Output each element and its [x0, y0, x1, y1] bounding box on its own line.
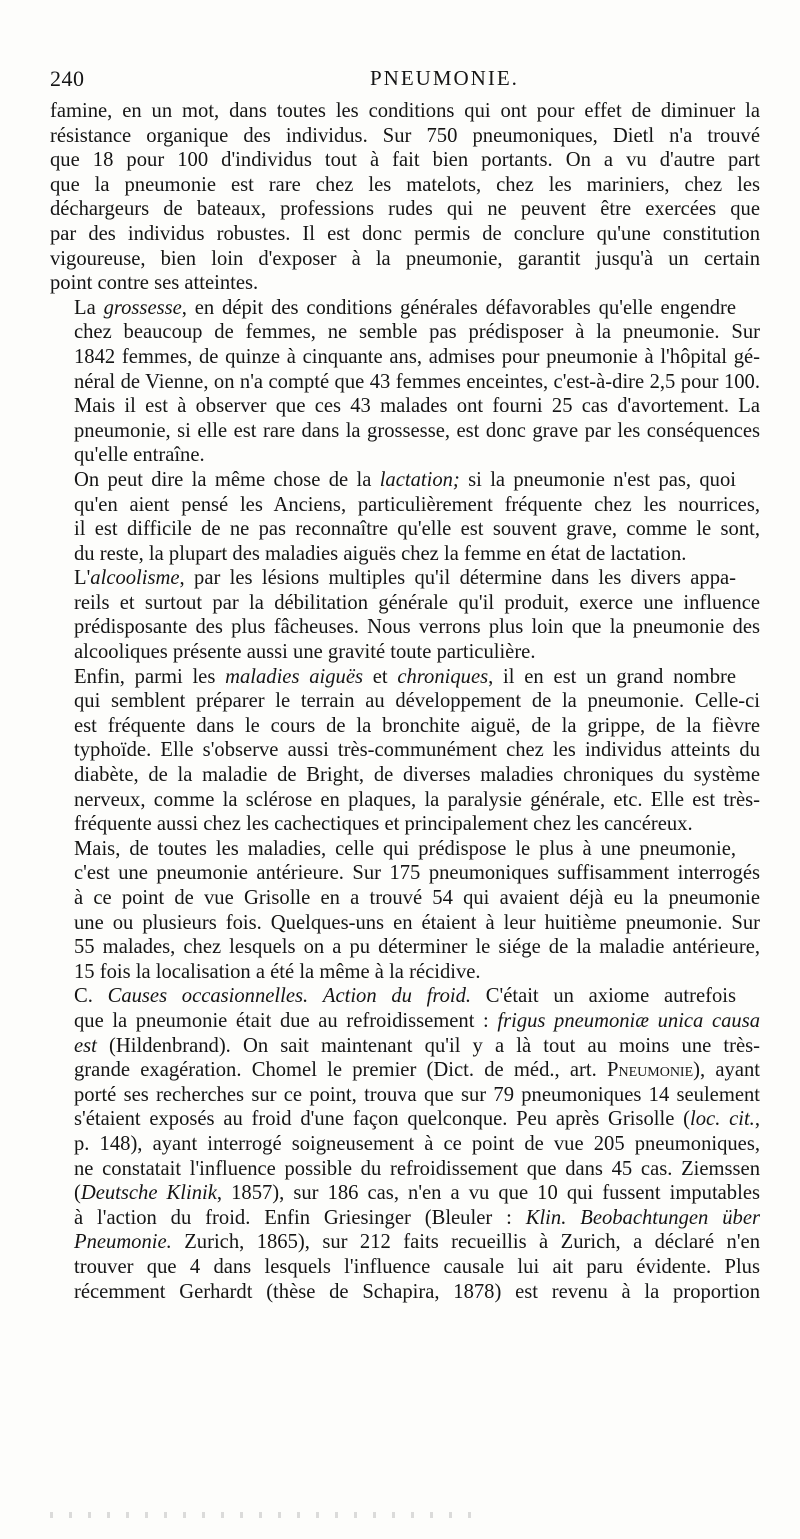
text-line: prédisposante des plus fâcheuses. Nous verrons plus loin que la pneumonie des — [74, 616, 760, 639]
text-line: est fréquente dans le cours de la bronchite aiguë, de la grippe, de la fièvre — [74, 714, 760, 737]
text-line: à ce point de vue Grisolle en a trouvé 54 qui avaient déjà eu la pneumonie — [74, 887, 760, 909]
text-line: est (Hildenbrand). On sait maintenant qu'il y a là tout au moins une très- — [74, 1034, 760, 1057]
text-line: nerveux, comme la sclérose en plaques, la paralysie générale, etc. Elle est très- — [74, 788, 760, 811]
text-line: C. Causes occasionnelles. Action du froid. C'était un axiome autrefois — [74, 985, 736, 1008]
text-line: vigoureuse, bien loin d'exposer à la pneumonie, garantit jusqu'à un certain — [50, 247, 760, 270]
text-line: que la pneumonie est rare chez les matelots, chez les mariniers, chez les — [50, 173, 760, 196]
paragraph-grossesse — [50, 296, 760, 468]
text-line: s'étaient exposés au froid d'une façon quelconque. Peu après Grisolle (loc. cit., — [74, 1108, 760, 1131]
text-line: alcooliques présente aussi une gravité toute particulière. — [74, 641, 536, 664]
text-line: Mais, de toutes les maladies, celle qui prédispose le plus à une pneumonie, — [74, 837, 736, 860]
text-line: Mais il est à observer que ces 43 malades ont fourni 25 cas d'avortement. La — [74, 395, 760, 418]
text-line: déchargeurs de bateaux, professions rudes qui ne peuvent être exercées que — [50, 198, 760, 221]
text-line: par des individus robustes. Il est donc permis de conclure qu'une constitution — [50, 222, 760, 245]
text-line: p. 148), ayant interrogé soigneusement à ce point de vue 205 pneumoniques, — [74, 1132, 760, 1155]
text-line: diabète, de la maladie de Bright, de diverses maladies chroniques du système — [74, 764, 760, 787]
text-line: point contre ses atteintes. — [50, 272, 259, 295]
text-line: à l'action du froid. Enfin Griesinger (Bleuler : Klin. Beobachtungen über — [74, 1206, 760, 1229]
text-line: c'est une pneumonie antérieure. Sur 175 pneumoniques suffisamment interrogés — [74, 862, 760, 885]
text-line: pneumonie, si elle est rare dans la grossesse, est donc grave par les conséquences — [74, 419, 760, 442]
text-line: 55 malades, chez lesquels on a pu déterminer le siége de la maladie antérieure, — [74, 936, 760, 959]
text-line: qu'en aient pensé les Anciens, particulièrement fréquente chez les nourrices, — [74, 493, 760, 516]
text-line: L'alcoolisme, par les lésions multiples qu'il détermine dans les divers appa- — [74, 567, 736, 590]
page-header — [50, 66, 760, 96]
text-line: résistance organique des individus. Sur 750 pneumoniques, Dietl n'a trouvé — [50, 124, 760, 147]
text-line: 15 fois la localisation a été la même à la récidive. — [74, 960, 481, 983]
page-number: 240 — [50, 66, 85, 91]
text-line: ne constatait l'influence possible du refroidissement que dans 45 cas. Ziemssen — [74, 1157, 760, 1180]
text-line: une ou plusieurs fois. Quelques-uns en étaient à leur huitième pneumonie. Sur — [74, 911, 760, 934]
print-smudge — [50, 1512, 480, 1518]
text-line: il est difficile de ne pas reconnaître qu'elle est souvent grave, comme le sont, — [74, 518, 760, 541]
text-line: néral de Vienne, on n'a compté que 43 femmes enceintes, c'est-à-dire 2,5 pour 100. — [74, 370, 760, 393]
text-line: grande exagération. Chomel le premier (Dict. de méd., art. Pneumonie), ayant — [74, 1059, 760, 1082]
paragraph-lactation — [50, 468, 760, 566]
text-line: On peut dire la même chose de la lactation; si la pneumonie n'est pas, quoi — [74, 468, 736, 491]
text-line: reils et surtout par la débilitation générale qu'il produit, exerce une influence — [74, 591, 760, 614]
text-line: (Deutsche Klinik, 1857), sur 186 cas, n'en a vu que 10 qui fussent imputables — [74, 1182, 760, 1205]
text-line: typhoïde. Elle s'observe aussi très-communément chez les individus atteints du — [74, 739, 760, 762]
text-line: Pneumonie. Zurich, 1865), sur 212 faits recueillis à Zurich, a déclaré n'en — [74, 1231, 760, 1254]
running-title: PNEUMONIE. — [370, 66, 519, 90]
text-line: que la pneumonie était due au refroidissement : frigus pneumoniæ unica causa — [74, 1009, 761, 1032]
text-line: chez beaucoup de femmes, ne semble pas prédisposer à la pneumonie. Sur — [74, 321, 760, 344]
paragraph-recidive — [50, 837, 760, 985]
text-line: 1842 femmes, de quinze à cinquante ans, admises pour pneumonie à l'hôpital gé- — [74, 345, 760, 368]
paragraph-causes-occasionnelles — [50, 984, 760, 1304]
text-line: famine, en un mot, dans toutes les conditions qui ont pour effet de diminuer la — [50, 100, 760, 122]
text-line: du reste, la plupart des maladies aiguës chez la femme en état de lactation. — [74, 542, 687, 565]
paragraph-maladies — [50, 665, 760, 837]
text-line: fréquente aussi chez les cachectiques et principalement chez les cancéreux. — [74, 813, 693, 836]
body-text — [50, 99, 760, 1304]
text-line: trouver que 4 dans lesquels l'influence causale lui ait paru évidente. Plus — [74, 1255, 760, 1278]
text-line: qu'elle entraîne. — [74, 444, 205, 467]
text-line: La grossesse, en dépit des conditions générales défavorables qu'elle engendre — [74, 296, 737, 319]
text-line: porté ses recherches sur ce point, trouva que sur 79 pneumoniques 14 seulement — [74, 1083, 760, 1106]
text-line: qui semblent préparer le terrain au développement de la pneumonie. Celle-ci — [74, 690, 760, 713]
paragraph-constitution — [50, 99, 760, 296]
text-line: que 18 pour 100 d'individus tout à fait bien portants. On a vu d'autre part — [50, 149, 760, 172]
text-line: récemment Gerhardt (thèse de Schapira, 1878) est revenu à la proportion — [74, 1280, 760, 1303]
text-line: Enfin, parmi les maladies aiguës et chroniques, il en est un grand nombre — [74, 665, 736, 688]
paragraph-alcoolisme — [50, 566, 760, 664]
